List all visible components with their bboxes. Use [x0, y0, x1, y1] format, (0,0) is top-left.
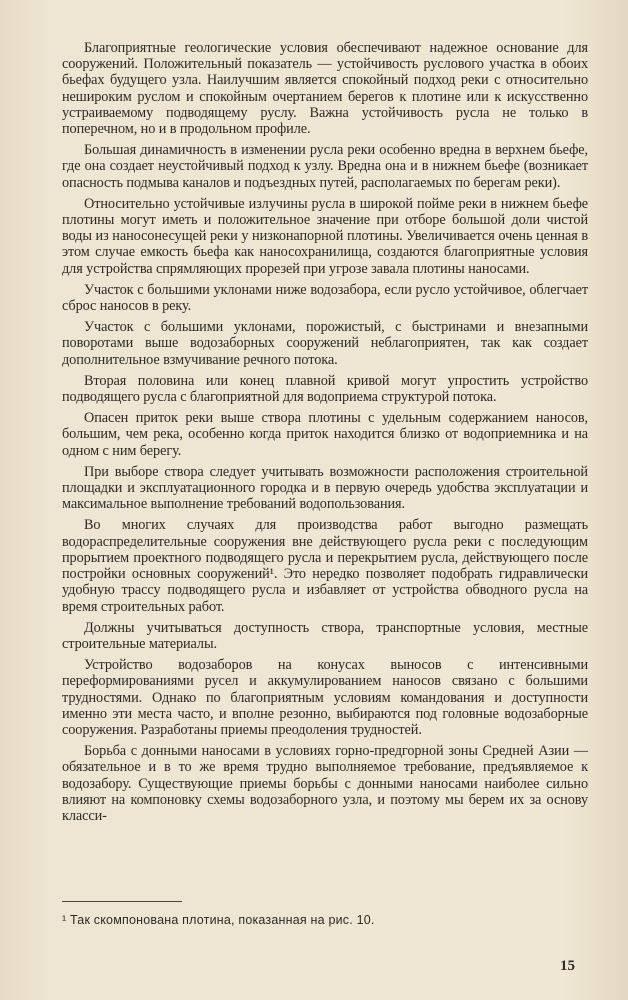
paragraph: Борьба с донными наносами в условиях горно-предгорной зоны Средней Азии — обязательное и в то же время трудно выполняемое требование, предъявляемое к водозабору. Существующие приемы борьбы с донными наносами наиболее сильно влияют на компоновку схемы водозаборного узла, и поэтому мы берем их за основу класси-: [62, 743, 588, 824]
page-number: 15: [560, 958, 575, 974]
paragraph: Благоприятные геологические условия обеспечивают надежное основание для сооружений. Положительный показатель — устойчивость руслового участка в обоих бьефах будущего узла. Наилучшим является спокойный подход реки с относительно нешироким руслом и спокойным очертанием берегов к плотине или к искусственно устраиваемому подводящему руслу. Важна устойчивость русла не только в поперечном, но и в продольном профиле.: [62, 40, 588, 138]
paragraph: Опасен приток реки выше створа плотины с удельным содержанием наносов, большим, чем река, особенно когда приток находится близко от водоприемника и на одном с ним берегу.: [62, 410, 588, 459]
paragraph: Участок с большими уклонами, порожистый, с быстринами и внезапными поворотами выше водозаборных сооружений неблагоприятен, так как создает дополнительное взмучивание речного потока.: [62, 319, 588, 368]
paragraph: Должны учитываться доступность створа, транспортные условия, местные строительные материалы.: [62, 619, 588, 652]
paragraph: Относительно устойчивые излучины русла в широкой пойме реки в нижнем бьефе плотины могут иметь и положительное значение при отборе большой доли чистой воды из наносонесущей реки у низконапорной плотины. Увеличивается очень ценная в этом случае емкость бьефа как наносохранилища, создаются благоприятные условия для устройства спрямляющих прорезей при угрозе завала плотины наносами.: [62, 195, 588, 277]
footnote-divider: [62, 901, 182, 902]
footnote: ¹ Так скомпонована плотина, показанная на рис. 10.: [62, 913, 375, 927]
paragraph: При выборе створа следует учитывать возможности расположения строительной площадки и эксплуатационного городка и в первую очередь удобства эксплуатации и максимальное выполнение требований водопользования.: [62, 463, 588, 513]
paragraph: Участок с большими уклонами ниже водозабора, если русло устойчивое, облегчает сброс наносов в реку.: [62, 281, 588, 315]
paragraph: Устройство водозаборов на конусах выносов с интенсивными переформированиями русел и аккумулированием наносов связано с большими трудностями. Однако по благоприятным условиям командования и доступности именно эти места часто, и вполне резонно, выбираются под головные водозаборные сооружения. Разработаны приемы преодоления трудностей.: [62, 657, 588, 738]
paragraph: Во многих случаях для производства работ выгодно размещать водораспределительные сооружения вне действующего русла реки с последующим прорытием проектного подводящего русла и перекрытием русла, действующего после постройки основных сооружений¹. Это нередко позволяет подобрать гидравлически удобную трассу подводящего русла и избавляет от устройства обводного русла на время строительных работ.: [62, 517, 588, 615]
paragraph: Вторая половина или конец плавной кривой могут упростить устройство подводящего русла с благоприятной для водоприема структурой потока.: [62, 372, 588, 406]
paragraph: Большая динамичность в изменении русла реки особенно вредна в верхнем бьефе, где она создает неустойчивый подход к узлу. Вредна она и в нижнем бьефе (возникает опасность подмыва каналов и подъездных путей, располагаемых по берегам реки).: [62, 142, 588, 191]
body-text: [62, 40, 588, 829]
